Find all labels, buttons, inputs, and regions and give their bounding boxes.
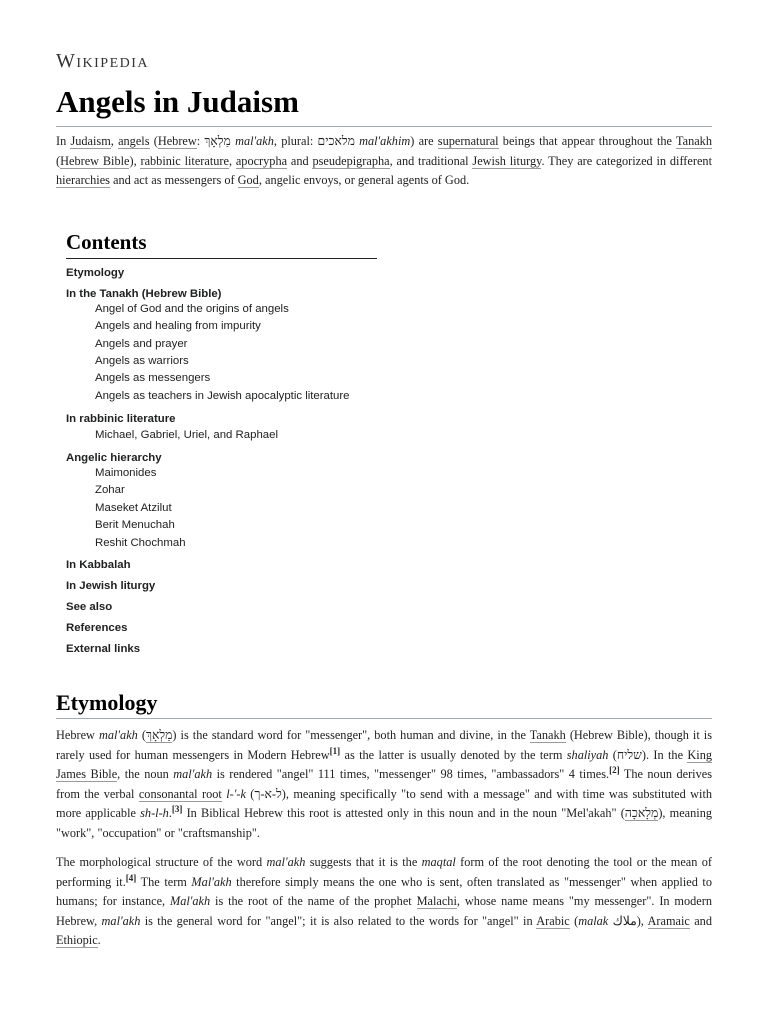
link-rabbinic-literature[interactable]: rabbinic literature (140, 153, 229, 168)
title-divider (56, 126, 712, 127)
link-malakh-hebrew[interactable]: מַלְאָךְ (145, 728, 173, 742)
toc-item-maseket-atzilut[interactable]: Maseket Atzilut (95, 502, 172, 514)
etymology-paragraph-1: Hebrew mal'akh (מַלְאָךְ) is the standard word for "messenger", both human and divine, in the Tanakh (Hebrew Bible), though it is rarely used for human messengers in Modern Hebrew[1] as the latter is usually denoted by the term shaliyah (שליח). In the King James Bible, the noun mal'akh is rendered "angel" 111 times, "messenger" 98 times, "ambassadors" 4 times.[2] The noun derives from the verbal consonantal root l-'-k (ל-א-ך), meaning specifically "to send with a message" and with time was substituted with more applicable sh-l-h.[3] In Biblical Hebrew this root is attested only in this noun and in the noun "Mel'akah" (מְלָאכָה), meaning "work", "occupation" or "craftsmanship". (56, 728, 713, 840)
toc-item-berit-menuchah[interactable]: Berit Menuchah (95, 519, 175, 531)
toc-item-angelic-hierarchy[interactable]: Angelic hierarchy (66, 452, 162, 464)
wikipedia-wordmark[interactable]: Wikipedia (56, 50, 150, 72)
toc-item-reshit-chochmah[interactable]: Reshit Chochmah (95, 537, 186, 549)
toc-item-references[interactable]: References (66, 622, 128, 634)
toc-divider (66, 258, 377, 259)
toc-item-zohar[interactable]: Zohar (95, 484, 125, 496)
intro-paragraph: In Judaism, angels (Hebrew: מַלְאָךְ mal'akh, plural: מלאכים mal'akhim) are supernatural beings that appear throughout the Tanakh (Hebrew Bible), rabbinic literature, apocrypha and pseudepigrapha, and traditional Jewish liturgy. They are categorized in different hierarchies and act as messengers of God, angelic envoys, or general agents of God. (56, 134, 712, 187)
toc-item-angel-of-god[interactable]: Angel of God and the origins of angels (95, 303, 289, 315)
link-melakah[interactable]: מְלָאכָה (624, 806, 659, 820)
link-supernatural[interactable]: supernatural (437, 134, 499, 148)
toc-item-in-kabbalah[interactable]: In Kabbalah (66, 559, 131, 571)
section-divider (56, 718, 712, 719)
toc-item-maimonides[interactable]: Maimonides (95, 467, 157, 479)
toc-item-angels-prayer[interactable]: Angels and prayer (95, 338, 188, 350)
link-pseudepigrapha[interactable]: pseudepigrapha (312, 153, 390, 168)
link-ethiopic[interactable]: Ethiopic (56, 933, 98, 947)
toc-item-angels-healing[interactable]: Angels and healing from impurity (95, 320, 261, 332)
toc-item-in-the-tanakh[interactable]: In the Tanakh (Hebrew Bible) (66, 288, 222, 300)
toc-item-external-links[interactable]: External links (66, 643, 141, 655)
link-aramaic[interactable]: Aramaic (647, 913, 690, 928)
toc-title: Contents (66, 230, 147, 254)
link-tanakh[interactable]: Tanakh (529, 728, 566, 742)
link-arabic[interactable]: Arabic (536, 913, 570, 928)
toc-item-angels-warriors[interactable]: Angels as warriors (95, 355, 189, 367)
reference-2[interactable]: [2] (609, 764, 620, 775)
link-malachi[interactable]: Malachi (416, 894, 457, 908)
toc-item-etymology[interactable]: Etymology (66, 267, 125, 279)
link-hebrew-bible[interactable]: Hebrew Bible (60, 153, 130, 168)
toc-item-rabbinic-literature[interactable]: In rabbinic literature (66, 413, 176, 425)
table-of-contents (66, 230, 378, 655)
link-judaism[interactable]: Judaism (70, 134, 111, 148)
link-tanakh[interactable]: Tanakh (675, 134, 712, 148)
section-heading-etymology: Etymology (56, 690, 158, 715)
link-consonantal-root[interactable]: consonantal root (138, 786, 222, 801)
link-hierarchies[interactable]: hierarchies (56, 173, 110, 187)
toc-item-in-jewish-liturgy[interactable]: In Jewish liturgy (66, 580, 156, 592)
toc-item-angels-messengers[interactable]: Angels as messengers (95, 372, 211, 384)
link-angels[interactable]: angels (118, 134, 150, 148)
reference-3[interactable]: [3] (171, 803, 183, 814)
reference-4[interactable]: [4] (125, 872, 137, 883)
toc-item-see-also[interactable]: See also (66, 601, 113, 613)
page-title: Angels in Judaism (56, 84, 299, 119)
reference-1[interactable]: [1] (329, 745, 341, 756)
toc-item-archangels[interactable]: Michael, Gabriel, Uriel, and Raphael (95, 429, 278, 441)
link-hebrew[interactable]: Hebrew (157, 134, 197, 148)
etymology-paragraph-2: The morphological structure of the word mal'akh suggests that it is the maqtal form of the root denoting the tool or the mean of performing it.[4] The term Mal'akh therefore simply means the one who is sent, often translated as "messenger" when applied to humans; for instance, Mal'akh is the root of the name of the prophet Malachi, whose name means "my messenger". In modern Hebrew, mal'akh is the general word for "angel"; it is also related to the words for "angel" in Arabic (malak ملاك), Aramaic and Ethiopic. (56, 855, 713, 947)
link-jewish-liturgy[interactable]: Jewish liturgy (472, 153, 542, 168)
toc-item-angels-teachers[interactable]: Angels as teachers in Jewish apocalyptic literature (95, 390, 350, 402)
link-apocrypha[interactable]: apocrypha (235, 153, 288, 168)
link-god[interactable]: God (237, 173, 259, 187)
link-king-james-bible[interactable]: King James Bible (56, 747, 712, 781)
